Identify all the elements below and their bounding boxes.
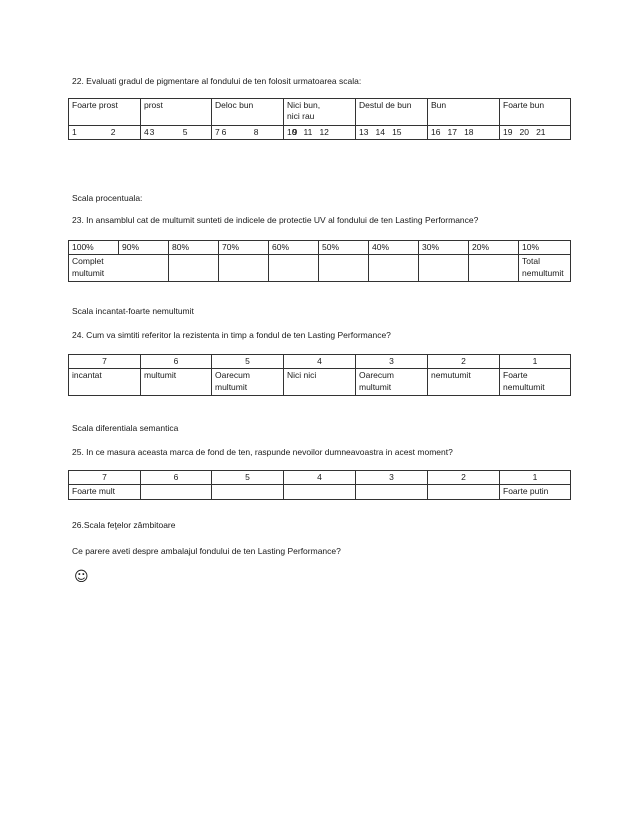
q22-numbers[interactable]: 13 14 15 xyxy=(356,126,428,140)
q23-percent: 100% xyxy=(69,241,119,255)
q24-label[interactable]: nemutumit xyxy=(428,369,500,396)
q22-label: Foarte prost xyxy=(69,99,141,126)
q23-answer-cell[interactable] xyxy=(269,255,319,282)
q24-number: 6 xyxy=(141,355,212,369)
q22-number-row xyxy=(69,126,571,140)
q23-answer-cell[interactable] xyxy=(369,255,419,282)
q23-percent: 50% xyxy=(319,241,369,255)
q24-label[interactable]: Oarecum multumit xyxy=(356,369,428,396)
question-24: 24. Cum va simtiti referitor la rezistenta in timp a fondul de ten Lasting Performance? xyxy=(72,330,391,340)
question-26: Ce parere aveti despre ambalajul fondului de ten Lasting Performance? xyxy=(72,546,341,556)
q25-answer-cell[interactable] xyxy=(284,485,356,499)
section-title-percent: Scala procentuala: xyxy=(72,193,143,203)
q24-label[interactable]: Foarte nemultumit xyxy=(500,369,571,396)
q22-numbers[interactable]: 19 20 21 xyxy=(500,126,571,140)
q22-label-row xyxy=(69,99,571,126)
q25-answer-cell[interactable] xyxy=(356,485,428,499)
q25-number: 4 xyxy=(284,471,356,485)
q23-answer-cell[interactable] xyxy=(169,255,219,282)
q23-table xyxy=(68,240,571,282)
q22-numbers[interactable]: 16 17 18 xyxy=(428,126,500,140)
q23-percent: 70% xyxy=(219,241,269,255)
q22-label: Foarte bun xyxy=(500,99,571,126)
q25-number-row xyxy=(69,471,571,485)
q25-answer-cell[interactable] xyxy=(212,485,284,499)
q22-label: Destul de bun xyxy=(356,99,428,126)
q22-numbers[interactable]: 10 11 12 xyxy=(284,126,356,140)
section-title-satisfaction: Scala incantat-foarte nemultumit xyxy=(72,306,194,316)
q23-answer-cell[interactable] xyxy=(219,255,269,282)
q23-answer-cell[interactable] xyxy=(469,255,519,282)
q22-numbers[interactable]: 7 8 9 xyxy=(212,126,284,140)
q22-numbers[interactable]: 1 2 3 xyxy=(69,126,141,140)
q23-first-label[interactable]: Complet multumit xyxy=(69,255,169,282)
q25-table xyxy=(68,470,571,500)
q22-table xyxy=(68,98,571,140)
q25-number: 3 xyxy=(356,471,428,485)
q25-number: 7 xyxy=(69,471,141,485)
q22-label: prost xyxy=(141,99,212,126)
question-22: 22. Evaluati gradul de pigmentare al fondului de ten folosit urmatoarea scala: xyxy=(72,76,362,86)
q24-label[interactable]: Nici nici xyxy=(284,369,356,396)
q23-last-label[interactable]: Total nemultumit xyxy=(519,255,571,282)
q23-percent: 20% xyxy=(469,241,519,255)
q23-answer-row xyxy=(69,255,571,282)
question-25: 25. In ce masura aceasta marca de fond de ten, raspunde nevoilor dumneavoastra in acest moment? xyxy=(72,447,453,457)
q23-percent: 40% xyxy=(369,241,419,255)
q25-right-label[interactable]: Foarte putin xyxy=(500,485,571,499)
q23-percent: 80% xyxy=(169,241,219,255)
q25-number: 1 xyxy=(500,471,571,485)
q24-label[interactable]: incantat xyxy=(69,369,141,396)
q25-number: 6 xyxy=(141,471,212,485)
q24-label[interactable]: Oarecum multumit xyxy=(212,369,284,396)
q22-label: Nici bun, nici rau xyxy=(284,99,356,126)
q23-percent-row xyxy=(69,241,571,255)
q25-number: 2 xyxy=(428,471,500,485)
q24-label[interactable]: multumit xyxy=(141,369,212,396)
q24-number: 4 xyxy=(284,355,356,369)
q23-percent: 60% xyxy=(269,241,319,255)
q24-number: 3 xyxy=(356,355,428,369)
q22-label: Deloc bun xyxy=(212,99,284,126)
q24-number: 7 xyxy=(69,355,141,369)
q23-percent: 90% xyxy=(119,241,169,255)
q24-number: 1 xyxy=(500,355,571,369)
q23-answer-cell[interactable] xyxy=(419,255,469,282)
section-title-semantic: Scala diferentiala semantica xyxy=(72,423,179,433)
q23-percent: 30% xyxy=(419,241,469,255)
q24-label-row xyxy=(69,369,571,396)
q24-number: 5 xyxy=(212,355,284,369)
q24-table xyxy=(68,354,571,396)
section-title-faces: 26.Scala feţelor zâmbitoare xyxy=(72,520,176,530)
q25-answer-cell[interactable] xyxy=(141,485,212,499)
q24-number: 2 xyxy=(428,355,500,369)
q23-answer-cell[interactable] xyxy=(319,255,369,282)
smiley-face-icon[interactable]: ☺ xyxy=(74,569,89,585)
q25-left-label[interactable]: Foarte mult xyxy=(69,485,141,499)
q23-percent: 10% xyxy=(519,241,571,255)
q22-numbers[interactable]: 4 5 6 xyxy=(141,126,212,140)
q25-number: 5 xyxy=(212,471,284,485)
question-23: 23. In ansamblul cat de multumit sunteti de indicele de protectie UV al fondului de ten Lasting Performance? xyxy=(72,215,479,225)
q25-label-row xyxy=(69,485,571,499)
q24-number-row xyxy=(69,355,571,369)
q22-label: Bun xyxy=(428,99,500,126)
q25-answer-cell[interactable] xyxy=(428,485,500,499)
